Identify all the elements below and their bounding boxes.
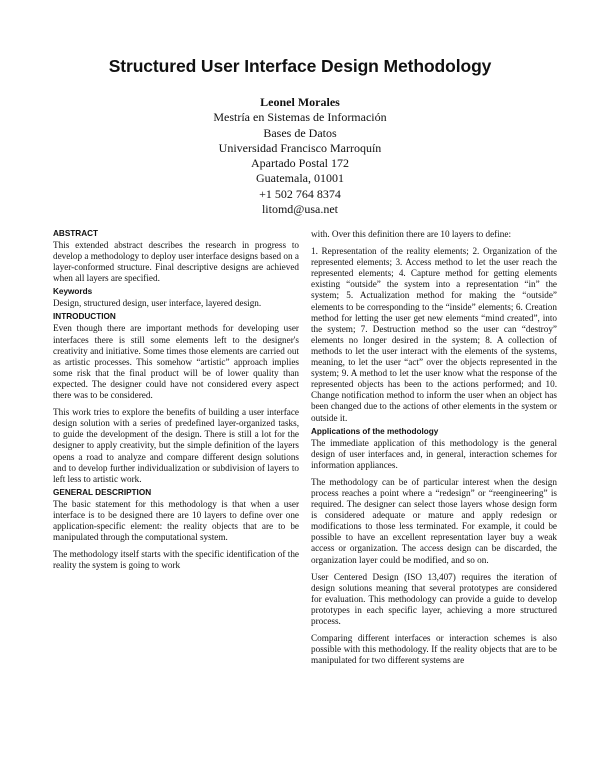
- author-university: Universidad Francisco Marroquín: [218, 140, 382, 155]
- layers-intro-text: with. Over this definition there are 10 layers to define:: [311, 229, 512, 239]
- introduction-paragraph: This work tries to explore the benefits of building a user interface design solution with a series of predefined layer-organized tasks, to guide the development of the design. There is still a lot for the designer to apply creativity, but the simple definition of the layers opens a road to analyze and compare different design solutions and to develop further individualization or subdivision of layers to left less to artistic work.: [53, 407, 299, 484]
- introduction-paragraph: Even though there are important methods for developing user interfaces there is still some elements left to the designer's creativity and initiative. Some times those elements are carried out as artistic processes. This somehow “artistic” approach implies some risk that the final product will be of lower quality than expected. The designer could have not considered every aspect there was to be considered.: [53, 323, 299, 401]
- left-column: [53, 229, 299, 577]
- applications-paragraph: The immediate application of this methodology is the general design of user interfaces and, in general, interaction schemes for information appliances.: [311, 437, 557, 470]
- abstract-heading: ABSTRACT: [53, 229, 99, 238]
- applications-heading: Applications of the methodology: [311, 426, 439, 436]
- author-postal-box: Apartado Postal 172: [251, 156, 349, 171]
- general-description-heading: GENERAL DESCRIPTION: [53, 487, 152, 497]
- abstract-text: This extended abstract describes the research in progress to develop a methodology to deploy user interface designs based on a layer-conformed structure. Final descriptive designs are achieved when all layers are specified.: [53, 240, 299, 284]
- general-description-paragraph: The methodology itself starts with the specific identification of the reality the system is going to work: [53, 549, 299, 571]
- paper-title: Structured User Interface Design Methodology: [108, 56, 492, 76]
- applications-paragraph: Comparing different interfaces or interaction schemes is also possible with this methodology. If the reality objects that are to be manipulated for two different systems are: [311, 633, 557, 666]
- layers-list-text: 1. Representation of the reality elements; 2. Organization of the represented elements; 3. Access method to let the user reach the represented elements; 4. Capture method for getting elements existing “outside” the system into a representation “in” the system; 5. Actualization method for making the “outside” elements to be corresponding to the “inside” elements; 6. Creation method for letting the user get new elements “mind created”, into the system; 7. Destruction method so the user can “destroy” elements no longer desired in the system; 8. A collection of methods to let the user interact with the elements of the systems, meaning, to let the user “act” over the objects represented in the system; 9. A method to let the user know what the response of the represented objects has been to the actions performed; and 10. Change notification method to inform the user when an object has been changed due to the actions of other elements in the system or outside it.: [311, 246, 557, 423]
- right-column: [311, 229, 557, 672]
- introduction-heading: INTRODUCTION: [53, 312, 116, 322]
- keywords-heading: Keywords: [53, 287, 93, 297]
- author-affiliation: Mestría en Sistemas de Información: [213, 110, 387, 125]
- author-email: litomd@usa.net: [261, 202, 339, 217]
- applications-paragraph: User Centered Design (ISO 13,407) requires the iteration of design solutions meaning that several prototypes are considered for evaluation. This methodology can provide a guide to develop prototypes in each specific layer, achieving a more structured process.: [311, 571, 557, 626]
- author-department: Bases de Datos: [263, 125, 337, 140]
- author-city: Guatemala, 01001: [256, 171, 344, 186]
- author-name: Leonel Morales: [260, 95, 340, 109]
- author-block: [0, 95, 600, 217]
- author-phone: +1 502 764 8374: [259, 186, 341, 201]
- applications-paragraph: The methodology can be of particular interest when the design process reaches a point where a “redesign” or “reengineering” is required. The designer can select those layers whose design form is considered adequate or mature and apply redesign or modifications to those less terminated. For example, it could be possible to have an excellent representation layer buy a weak access or organization. The access design can be discarded, the organization layer could be modified, and so on.: [311, 476, 557, 565]
- keywords-text: Design, structured design, user interface, layered design.: [53, 298, 262, 309]
- general-description-paragraph: The basic statement for this methodology is that when a user interface is to be designed there are 10 layers to define over one application-specific element: the reality objects that are to be manipulated through the computational system.: [53, 498, 299, 543]
